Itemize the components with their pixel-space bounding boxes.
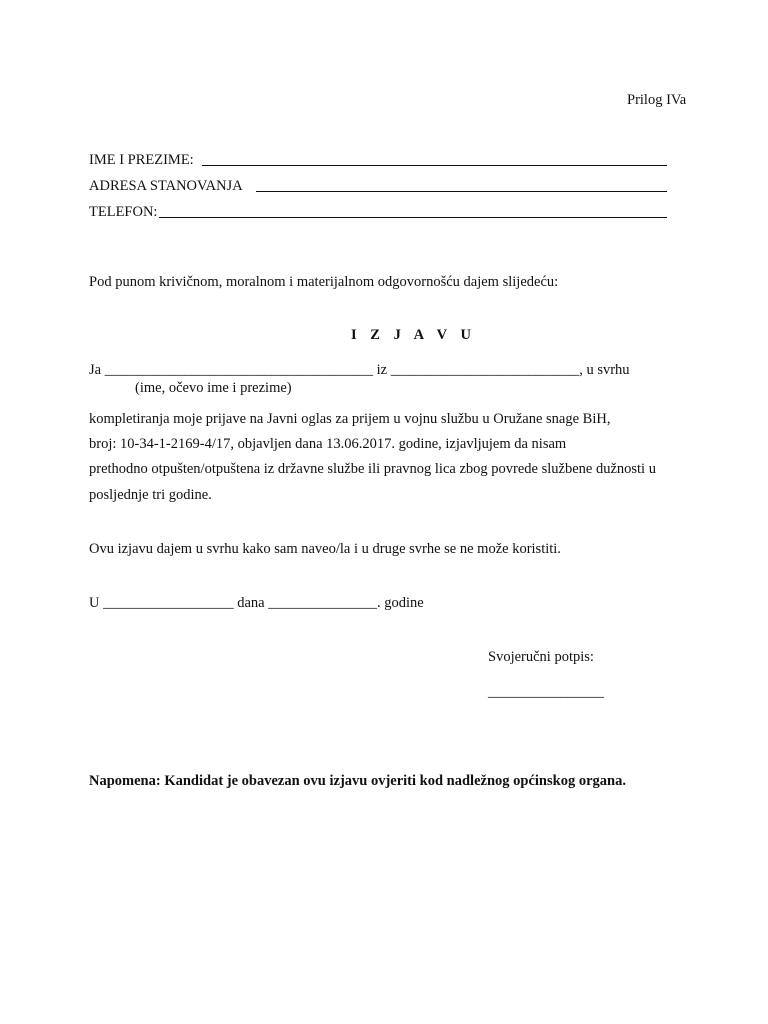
name-field [89,150,669,170]
name-label: IME I PREZIME: [89,152,194,168]
name-hint: (ime, očevo ime i prezime) [135,380,292,396]
u-svrhu-text: , u svrhu [579,362,630,378]
intro-text: Pod punom krivičnom, moralnom i materijalnom odgovornošću dajem slijedeću: [89,274,559,290]
u-text: U [89,595,100,611]
signature-blank[interactable]: ________________ [488,684,604,700]
iz-text: iz [376,362,388,378]
origin-blank[interactable]: __________________________ [390,362,580,378]
address-line[interactable] [256,190,667,192]
dana-text: dana [237,595,265,611]
name-blank[interactable]: _____________________________________ [104,362,373,378]
date-blank[interactable]: _______________ [268,595,377,611]
phone-label: TELEFON: [89,204,158,220]
ja-text: Ja [89,362,102,378]
statement-line-2: broj: 10-34-1-2169-4/17, objavljen dana 13.06.2017. godine, izjavljujem da nisam [89,436,567,452]
phone-line[interactable] [159,216,667,218]
phone-field [89,202,669,222]
note-text: Napomena: Kandidat je obavezan ovu izjavu ovjeriti kod nadležnog općinskog organa. [89,773,626,789]
address-label: ADRESA STANOVANJA [89,178,243,194]
place-blank[interactable]: __________________ [103,595,234,611]
statement-line-3: prethodno otpušten/otpuštena iz državne službe ili pravnog lica zbog povrede službene dužnosti u [89,461,656,477]
purpose-text: Ovu izjavu dajem u svrhu kako sam naveo/la i u druge svrhe se ne može koristiti. [89,541,561,557]
statement-first-line [89,362,630,379]
godine-text: . godine [376,595,424,611]
document-title: I Z J A V U [351,327,476,343]
statement-line-1: kompletiranja moje prijave na Javni oglas za prijem u vojnu službu u Oružane snage BiH, [89,411,611,427]
signature-label: Svojeručni potpis: [488,649,594,665]
address-field [89,176,669,196]
name-line[interactable] [202,164,667,166]
place-date-line [89,595,424,612]
statement-line-4: posljednje tri godine. [89,487,212,503]
annex-label: Prilog IVa [627,92,687,108]
